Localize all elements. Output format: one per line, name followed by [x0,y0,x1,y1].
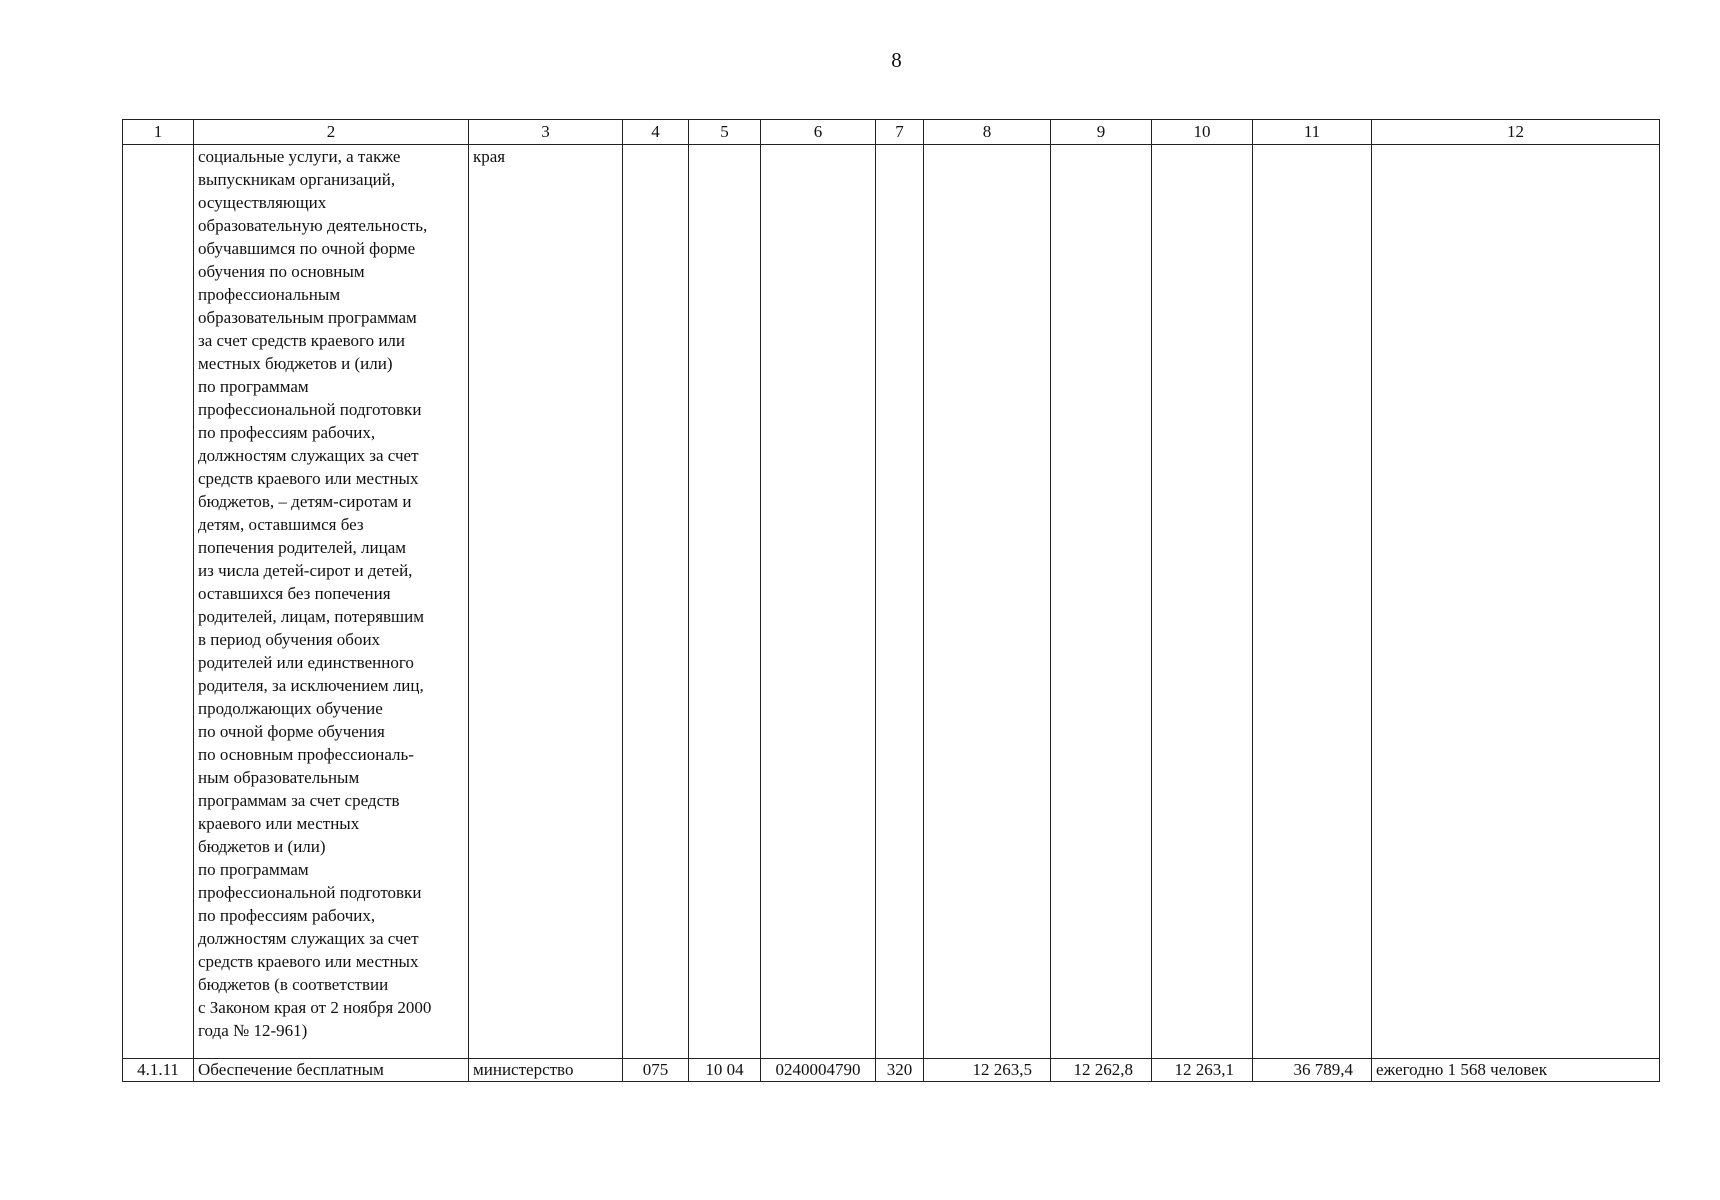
continuation-cell-6 [761,145,876,1059]
row-rzpr: 10 04 [689,1059,761,1082]
continuation-cell-11 [1253,145,1372,1059]
continuation-cell-9 [1051,145,1152,1059]
row-year-1: 12 263,5 [924,1059,1051,1082]
continuation-num-cell [123,145,194,1059]
column-header-7: 7 [876,120,924,145]
column-header-6: 6 [761,120,876,145]
row-csr: 0240004790 [761,1059,876,1082]
row-total: 36 789,4 [1253,1059,1372,1082]
row-result: ежегодно 1 568 человек [1372,1059,1660,1082]
column-header-3: 3 [469,120,623,145]
continuation-cell-10 [1152,145,1253,1059]
continuation-description: социальные услуги, а также выпускникам организаций, осуществляющих образовательную деятельность, обучавшимся по очной форме обучения по основным профессиональным образовательным программам за счет средств краевого или местных бюджетов и (или) по программам профессиональной подготовки по профессиям рабочих, должностям служащих за счет средств краевого или местных бюджетов, – детям-сиротам и детям, оставшимся без попечения родителей, лицам из числа детей-сирот и детей, оставшихся без попечения родителей, лицам, потерявшим в период обучения обоих родителей или единственного родителя, за исключением лиц, продолжающих обучение по очной форме обучения по основным профессиональ- ным образовательным программам за счет средств краевого или местных бюджетов и (или) по программам профессиональной подготовки по профессиям рабочих, должностям служащих за счет средств краевого или местных бюджетов (в соответствии с Законом края от 2 ноября 2000 года № 12-961) [194,145,469,1059]
row-description: Обеспечение бесплатным [194,1059,469,1082]
column-header-12: 12 [1372,120,1660,145]
continuation-row [123,145,1660,1059]
column-header-8: 8 [924,120,1051,145]
column-header-1: 1 [123,120,194,145]
budget-table [122,119,1660,1082]
row-year-3: 12 263,1 [1152,1059,1253,1082]
column-header-11: 11 [1253,120,1372,145]
continuation-owner: края [469,145,623,1059]
column-header-4: 4 [623,120,689,145]
column-header-5: 5 [689,120,761,145]
row-number: 4.1.11 [123,1059,194,1082]
row-year-2: 12 262,8 [1051,1059,1152,1082]
row-grbs: 075 [623,1059,689,1082]
continuation-cell-12 [1372,145,1660,1059]
row-vr: 320 [876,1059,924,1082]
column-header-2: 2 [194,120,469,145]
row-owner: министерство [469,1059,623,1082]
table-row-4-1-11 [123,1059,1660,1082]
column-header-9: 9 [1051,120,1152,145]
continuation-cell-5 [689,145,761,1059]
continuation-cell-7 [876,145,924,1059]
column-header-10: 10 [1152,120,1253,145]
page-number: 8 [891,48,902,72]
column-number-row [123,120,1660,145]
continuation-cell-8 [924,145,1051,1059]
continuation-cell-4 [623,145,689,1059]
